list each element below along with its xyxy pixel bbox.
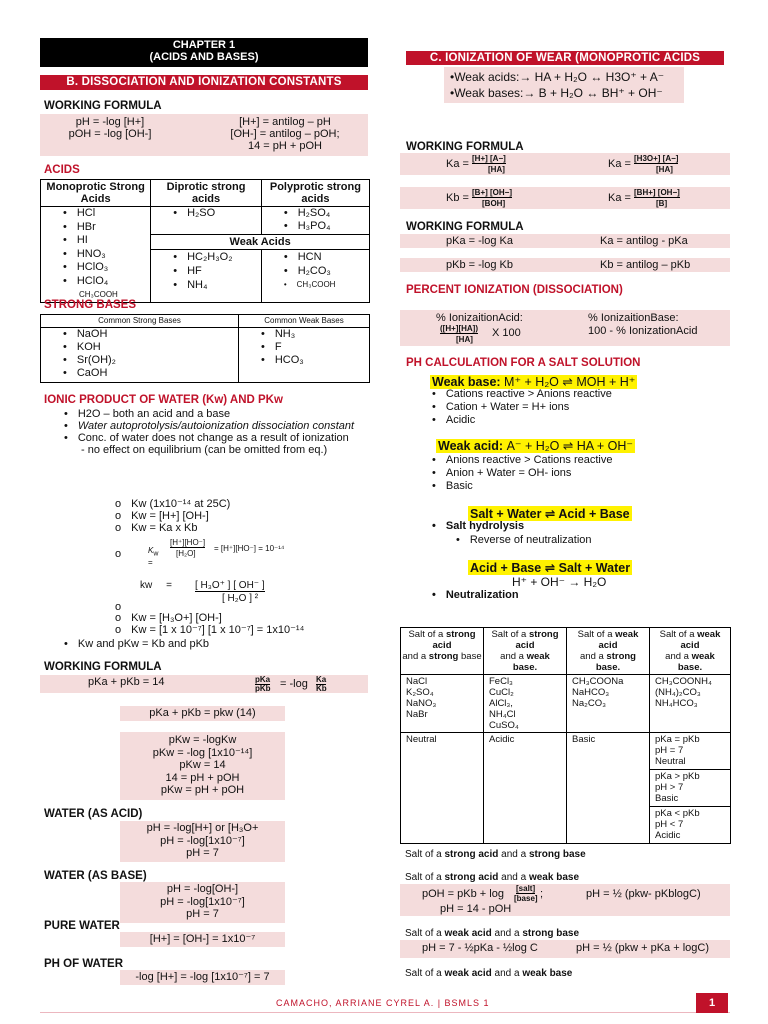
section-b-title: B. DISSOCIATION AND IONIZATION CONSTANTS [66,76,342,88]
section-c-banner [406,51,724,65]
salt-header-3: Salt of a weak acid and a strong base. [567,628,650,675]
pi-l-num: ([H+][HA]) [440,324,478,333]
pure-title: PURE WATER [44,920,120,932]
acids-title: ACIDS [44,164,80,176]
weak-acid-line [436,438,635,453]
list-item: • HCO₃ [261,354,369,367]
sa-wb: Salt of a strong acid and a weak base [405,872,580,883]
wa-sb: Salt of a weak acid and a strong base [405,928,580,939]
pkb-l: pKb = -log Kb [446,259,513,271]
list-item: • KOH [63,341,238,354]
weak-acids-label: Weak Acids [151,234,370,249]
list-item: FeCl₃ [489,676,513,687]
list-item: • HF [173,264,261,278]
pkw-line: pKw = -logKw [168,734,237,746]
wf2-frac2-num: Ka [316,675,327,684]
list-item: pKa < pKb [655,808,700,819]
water-base-title: WATER (AS BASE) [44,870,147,882]
kw-list [115,498,365,534]
list-item: • Sr(OH)₂ [63,354,238,367]
wb-list [432,388,612,427]
wf2-title: WORKING FORMULA [44,661,162,673]
pka-r: Ka = antilog - pKa [600,235,688,247]
wf1-r3: 14 = pH + pOH [248,140,322,152]
weak-acids-eq: •Weak acids:→ HA + H₂O ↔ H3O⁺ + A⁻ [450,70,665,84]
kb1-den: [BOH] [482,199,506,208]
page-number: 1 [696,993,728,1013]
wf1-l1: pH = -log [H+] [75,116,145,128]
pkb-r: Kb = antilog – pKb [600,259,691,271]
pi-l-den: [HA] [456,335,473,344]
kw-eq-num: [ H₃O⁺ ] [ OH⁻ ] [195,580,265,591]
weak-acid-eq: A⁻ + H₂O ⇌ HA + OH⁻ [506,439,634,453]
weak-bases-eq: •Weak bases:→ B + H₂O ↔ BH⁺ + OH⁻ [450,86,663,100]
wf1-r1: [H+] = antilog – pH [239,116,331,128]
acid-base-eq: Acid + Base ⇌ Salt + Water [470,561,631,575]
salt-header-4: Salt of a weak acid and a weak base. [650,628,731,675]
pi-l1: % IonizaitionAcid: [436,312,523,324]
pkw-line: pKw = pH + pOH [160,784,245,796]
chapter-subtitle: (ACIDS AND BASES) [149,51,259,63]
acid-header-mono: Monoprotic Strong Acids [41,180,151,207]
list-item: • HBr [63,221,150,235]
ka2-num: [H3O+] [A−] [634,154,679,163]
ka3-lhs: Ka = [608,192,631,204]
section-b-banner [40,75,368,90]
list-item: • Anion + Water = OH- ions [432,467,612,480]
kw-eq-lhs: kw = [140,580,172,591]
list-item: • Anions reactive > Cations reactive [432,454,612,467]
sa-wb-frac-num: [salt] [516,884,536,893]
list-item: • NaOH [63,328,238,341]
weak-acid-label: Weak acid: [438,439,504,453]
list-item: • HC₂H₃O₂ [173,250,261,264]
water-acid-line: pH = -log[1x10⁻⁷] [160,834,245,847]
list-item: (NH₄)₂CO₃ [655,687,701,698]
phw-box: -log [H+] = -log [1x10⁻⁷] = 7 [120,970,285,985]
wf2-frac-num: pKa [255,675,271,684]
ionic-list: • H2O – both an acid and a base • Water autoprotolysis/autoionization dissociation constant • Conc. of water does not change as a result of ionization - no effect on equilibrium (can be omitted from eq.) [64,408,364,456]
hydrolysis [432,520,524,532]
water-base-line: pH = 7 [186,908,219,920]
list-item: CuCl₂ [489,687,514,698]
wa-sb-f1: pH = 7 - ½pKa - ½log C [422,942,538,954]
pka-l: pKa = -log Ka [446,235,513,247]
wf2-box [40,675,368,693]
list-item: AlCl₃, [489,698,513,709]
kw-bullet-2: o [115,601,122,613]
kb1-num: [B+] [OH−] [472,188,512,197]
pi-r1: % IonizaitionBase: [588,312,679,324]
list-item: • H₂SO₄ [284,207,369,220]
list-item: • H₂CO₃ [284,264,369,278]
row2-basic: Basic [567,733,650,844]
list-item: CH₃COONa [572,676,624,687]
list-item: CH₃COOH [79,290,118,299]
hydrolysis-sub-label: Reverse of neutralization [469,534,592,546]
ionic-b3: Conc. of water does not change as a result of ionization [77,432,349,444]
wf2-l: pKa + pKb = 14 [88,676,165,688]
list-item: • H₂SO [173,207,261,220]
list-item: CH₃COONH₄ [655,676,712,687]
percent-box [400,310,730,346]
ka1-num: [H+] [A−] [472,154,506,163]
wa-list [432,454,612,493]
water-acid-title: WATER (AS ACID) [44,808,143,820]
section-c-title: C. IONIZATION OF WEAR (MONOPROTIC ACIDS [429,52,701,64]
salt-water-eq: Salt + Water ⇌ Acid + Base [470,507,630,521]
ka2-lhs: Ka = [608,158,631,170]
acid-header-poly: Polyprotic strong acids [261,180,369,207]
h-oh: H⁺ + OH⁻ → H₂O [512,575,607,589]
list-item: • NH₄ [173,278,261,292]
list-item: CuSO₄ [489,720,519,731]
ka2-den: [HA] [656,165,673,174]
wf2-frac2-den: Kb [316,684,327,693]
list-item: • Cation + Water = H+ ions [432,401,612,414]
list-item: pKa > pKb [655,771,700,782]
wa-wb: Salt of a weak acid and a weak base [405,968,573,979]
ka1-lhs: Ka = [446,158,469,170]
hydrolysis-sub [456,534,592,546]
ka3-num: [BH+] [OH−] [634,188,680,197]
wf2-frac-den: pKb [255,684,271,693]
chapter-banner [40,38,368,67]
acids-table [40,179,370,303]
phw-title: PH OF WATER [44,958,124,970]
list-item: Na₂CO₃ [572,698,606,709]
list-item: NaHCO₃ [572,687,610,698]
kw6: • Kw and pKw = Kb and pKb [64,638,209,650]
bases-table [40,314,370,383]
salt-table [400,627,731,844]
pkw-lines [120,732,285,800]
wf1-title: WORKING FORMULA [44,100,162,112]
ionic-title: IONIC PRODUCT OF WATER (Kw) AND PKw [44,394,283,406]
kw4: o Kw = [H₃O+] [OH-] [115,612,365,624]
wf2-eq: = -log [280,678,308,690]
water-acid-line: pH = -log[H+] or [H₃O+ [146,822,259,834]
strong-bases-title: STRONG BASES [44,299,137,311]
kw1: o Kw (1x10⁻¹⁴ at 25C) [115,498,365,510]
sa-wb-f3: pH = 14 - pOH [440,903,512,915]
water-acid-box [120,821,285,862]
acid-header-di: Diprotic strong acids [151,180,262,207]
list-item: NH₄Cl [489,709,516,720]
list-item: • CH₃COOH [284,278,369,292]
ka1-den: [HA] [488,165,505,174]
pkb-box [400,258,730,272]
wa-sb-f2: pH = ½ (pkw + pKa + logC) [576,942,709,954]
list-item: pH > 7 [655,782,684,793]
list-item: • HCN [284,250,369,264]
sa-wb-box [400,884,730,916]
list-item: Basic [655,793,679,804]
list-item: pH = 7 [655,745,684,756]
list-item: K₂SO₄ [406,687,434,698]
kb-box [400,187,730,209]
pure-box: [H+] = [OH-] = 1x10⁻⁷ [120,932,285,947]
ionic-b1: • H2O – both an acid and a base [64,408,364,420]
pkw-line: pKw = -log [1x10⁻¹⁴] [152,746,253,759]
footer-author: CAMACHO, ARRIANE CYREL A. | BSMLS 1 [276,998,490,1008]
list-item: Acidic [655,830,681,841]
wf1-r2: [OH-] = antilog – pOH; [230,128,340,140]
wa-sb-box [400,940,730,958]
list-item: NH₄HCO₃ [655,698,698,709]
kw-frac-den: [H₂O] [176,549,196,558]
kw-eq-den: [ H₂O ] ² [222,593,259,604]
water-base-box [120,882,285,923]
weak-base-label: Weak base: [432,375,501,389]
neutralization [432,589,519,601]
water-base-line: pH = -log[1x10⁻⁷] [160,895,245,908]
wf1-box [40,114,368,156]
list-item: pH < 7 [655,819,684,830]
water-base-line: pH = -log[OH-] [166,883,239,895]
list-item: Neutral [655,756,686,767]
kb1-lhs: Kb = [446,192,469,204]
sa-wb-f1: pOH = pKb + log [422,888,504,900]
list-item: • Basic [432,480,612,493]
list-item: pKa = pKb [655,734,700,745]
sa-wb-frac-den: [base] [514,894,538,903]
list-item: • F [261,341,369,354]
pka-box [400,234,730,248]
bases-header-weak: Common Weak Bases [239,315,370,328]
pi-l2: X 100 [492,327,521,339]
kw-frac-rhs: = [H⁺][HO⁻] = 10⁻¹⁴ [214,544,285,553]
footer-rule [40,1012,730,1013]
sa-wb-f1b: ; [540,888,544,900]
list-item: • HI [63,234,150,248]
water-acid-line: pH = 7 [186,847,219,859]
sa-sb: Salt of a strong acid and a strong base [405,849,586,860]
list-item: • HCl [63,207,150,221]
list-item: • Cations reactive > Anions reactive [432,388,612,401]
wf1-l2: pOH = -log [OH-] [68,128,152,140]
list-item: • NH₃ [261,328,369,341]
percent-title: PERCENT IONIZATION (DISSOCIATION) [406,284,623,296]
pkw-line: pKw = 14 [179,759,226,771]
kw-frac-num: [H⁺][HO⁻] [170,538,206,547]
salt-title: PH CALCULATION FOR A SALT SOLUTION [406,357,641,369]
list-item: • HClO₃ [63,261,150,275]
kw-list-2 [115,612,365,636]
ka3-den: [B] [656,199,668,208]
hydrolysis-label: Salt hydrolysis [445,520,525,532]
list-item: • Acidic [432,414,612,427]
list-item: NaBr [406,709,428,720]
list-item: • HClO₄ [63,275,150,289]
sa-wb-f2: pH = ½ (pkw- pKblogC) [586,888,701,900]
wf4-title: WORKING FORMULA [406,221,524,233]
weak-base-line [430,374,637,389]
kw-bullet-1: o [115,548,122,560]
chapter-title: CHAPTER 1 [172,39,236,51]
pkw-line: 14 = pH + pOH [165,771,240,784]
row2-neutral: Neutral [401,733,484,844]
weak-eq-box [444,67,684,103]
wf3-title: WORKING FORMULA [406,141,524,153]
list-item: NaNO₃ [406,698,437,709]
list-item: • H₃PO₄ [284,220,369,233]
ionic-b2: Water autoprotolysis/autoionization dissociation constant [77,420,355,432]
pi-r2: 100 - % IonizationAcid [588,325,698,337]
bases-header-strong: Common Strong Bases [41,315,239,328]
list-item: NaCl [406,676,428,687]
list-item: • HNO₃ [63,248,150,262]
row2-acidic: Acidic [484,733,567,844]
list-item: • CaOH [63,367,238,380]
kw3: o Kw = Ka x Kb [115,522,365,534]
kw2: o Kw = [H+] [OH-] [115,510,365,522]
neutralization-label: Neutralization [445,589,519,601]
salt-header-2: Salt of a strong acid and a weak base. [484,628,567,675]
ka-box-1 [400,153,730,175]
weak-base-eq: M⁺ + H₂O ⇌ MOH + H⁺ [504,375,636,389]
pkw-box: pKa + pKb = pkw (14) [120,706,285,721]
salt-header-1: Salt of a strong acid and a strong base [401,628,484,675]
ionic-b3b: - no effect on equilibrium (can be omitted from eq.) [81,444,328,456]
kw5: o Kw = [1 x 10⁻⁷] [1 x 10⁻⁷] = 1x10⁻¹⁴ [115,624,365,636]
